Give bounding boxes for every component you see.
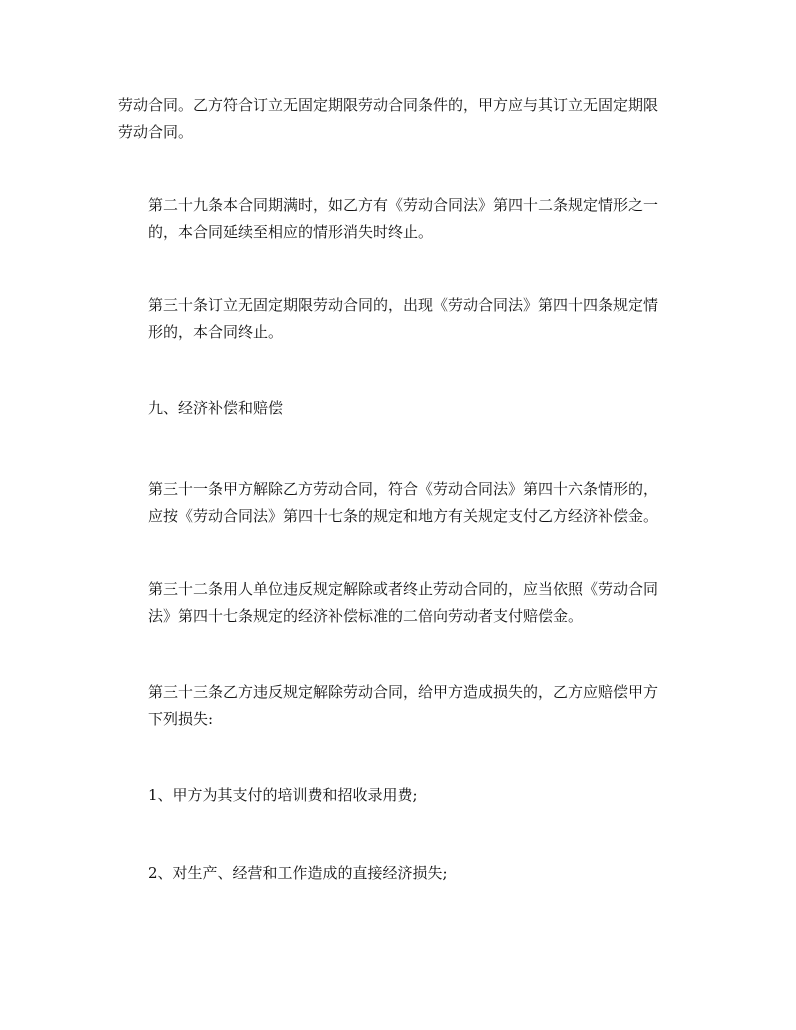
text-line: 法》第四十七条规定的经济补偿标准的二倍向劳动者支付赔偿金。 [148, 607, 584, 625]
paragraph-article-29 [118, 192, 684, 246]
text-line: 形的，本合同终止。 [148, 323, 284, 341]
text-line: 第三十一条甲方解除乙方劳动合同，符合《劳动合同法》第四十六条情形的， [148, 480, 659, 498]
paragraph-contract-continuation [118, 92, 684, 146]
section-heading-compensation [118, 395, 684, 422]
paragraph-article-31 [118, 476, 684, 530]
text-line: 劳动合同。 [118, 123, 194, 141]
text-line: 劳动合同。乙方符合订立无固定期限劳动合同条件的，甲方应与其订立无固定期限 [118, 96, 659, 114]
text-line: 第三十条订立无固定期限劳动合同的，出现《劳动合同法》第四十四条规定情 [148, 296, 659, 314]
paragraph-article-30 [118, 292, 684, 346]
text-line: 的，本合同延续至相应的情形消失时终止。 [148, 223, 434, 241]
paragraph-article-32 [118, 576, 684, 630]
text-line: 第三十三条乙方违反规定解除劳动合同，给甲方造成损失的，乙方应赔偿甲方 [148, 683, 659, 701]
text-line: 第二十九条本合同期满时，如乙方有《劳动合同法》第四十二条规定情形之一 [148, 196, 659, 214]
text-line: 2、对生产、经营和工作造成的直接经济损失; [148, 864, 448, 882]
paragraph-article-33 [118, 679, 684, 733]
list-item-direct-losses [118, 860, 684, 887]
text-line: 下列损失: [148, 710, 214, 728]
text-line: 1、甲方为其支付的培训费和招收录用费; [148, 786, 418, 804]
list-item-training-fees [118, 782, 684, 809]
text-line: 第三十二条用人单位违反规定解除或者终止劳动合同的，应当依照《劳动合同 [148, 580, 659, 598]
text-line: 应按《劳动合同法》第四十七条的规定和地方有关规定支付乙方经济补偿金。 [148, 507, 659, 525]
text-line: 九、经济补偿和赔偿 [148, 399, 284, 417]
